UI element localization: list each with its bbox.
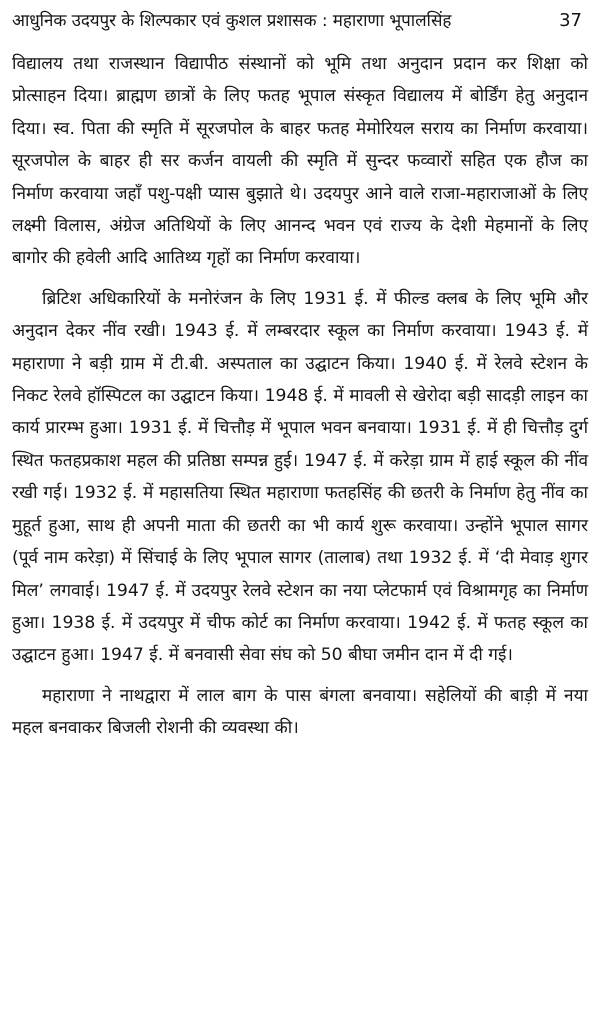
paragraph: ब्रिटिश अधिकारियों के मनोरंजन के लिए 1931 ई. में फील्ड क्लब के लिए भूमि और अनुदान देकर नींव रखी। 1943 ई. में लम्बरदार स्कूल का निर्माण करवाया। 1943 ई. में महाराणा ने बड़ी ग्राम में टी.बी. अस्पताल का उद्घाटन किया। 1940 ई. में रेलवे स्टेशन के निकट रेलवे हॉस्पिटल का उद्घाटन किया। 1948 ई. में मावली से खेरोदा बड़ी सादड़ी लाइन का कार्य प्रारम्भ हुआ। 1931 ई. में चित्तौड़ में भूपाल भवन बनवाया। 1931 ई. में ही चित्तौड़ दुर्ग स्थित फतहप्रकाश महल की प्रतिष्ठा सम्पन्न हुई। 1947 ई. में करेड़ा ग्राम में हाई स्कूल की नींव रखी गई। 1932 ई. में महासतिया स्थित महाराणा फतहसिंह की छतरी के निर्माण हेतु नींव का मुहूर्त हुआ, साथ ही अपनी माता की छतरी का भी कार्य शुरू करवाया। उन्होंने भूपाल सागर (पूर्व नाम करेड़ा) में सिंचाई के लिए भूपाल सागर (तालाब) तथा 1932 ई. में ‘दी मेवाड़ शुगर मिल’ लगवाई। 1947 ई. में उदयपुर रेलवे स्टेशन का नया प्लेटफार्म एवं विश्रामगृह का निर्माण हुआ। 1938 ई. में उदयपुर में चीफ कोर्ट का निर्माण करवाया। 1942 ई. में फतह स्कूल का उद्घाटन हुआ। 1947 ई. में बनवासी सेवा संघ को 50 बीघा जमीन दान में दी गई। <box>12 288 588 666</box>
chapter-title: आधुनिक उदयपुर के शिल्पकार एवं कुशल प्रशासक : महाराणा भूपालसिंह <box>12 11 452 31</box>
page-number: 37 <box>559 10 582 31</box>
paragraph-continued: विद्यालय तथा राजस्थान विद्यापीठ संस्थानों को भूमि तथा अनुदान प्रदान कर शिक्षा को प्रोत्साहन दिया। ब्राह्मण छात्रों के लिए फतह भूपाल संस्कृत विद्यालय में बोर्डिंग हेतु अनुदान दिया। स्व. पिता की स्मृति में सूरजपोल के बाहर फतह मेमोरियल सराय का निर्माण करवाया। सूरजपोल के बाहर ही सर कर्जन वायली की स्मृति में सुन्दर फव्वारों सहित एक हौज का निर्माण करवाया जहाँ पशु-पक्षी प्यास बुझाते थे। उदयपुर आने वाले राजा-महाराजाओं के लिए लक्ष्मी विलास, अंग्रेज अतिथियों के लिए आनन्द भवन एवं राज्य के देशी मेहमानों के लिए बागोर की हवेली आदि आतिथ्य गृहों का निर्माण करवाया। <box>12 54 588 269</box>
running-header <box>12 8 588 34</box>
paragraph: महाराणा ने नाथद्वारा में लाल बाग के पास बंगला बनवाया। सहेलियों की बाड़ी में नया महल बनवाकर बिजली रोशनी की व्यवस्था की। <box>12 685 588 739</box>
